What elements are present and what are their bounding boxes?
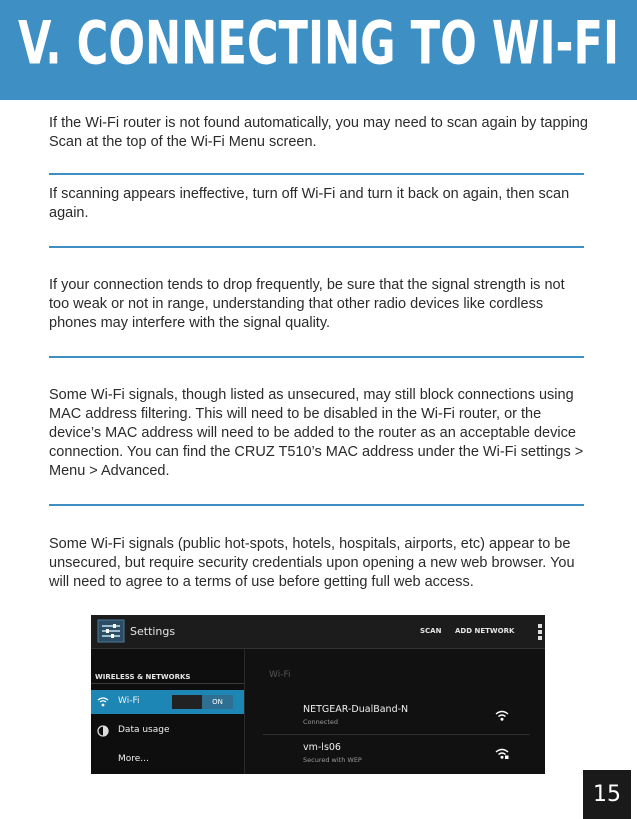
- settings-title: Settings: [130, 625, 176, 638]
- network-name[interactable]: vm-ls06: [303, 742, 341, 753]
- wifi-toggle-on[interactable]: ON: [202, 695, 233, 709]
- page-title: V. CONNECTING TO WI-FI: [17, 8, 620, 79]
- paragraph-hotspot-credentials: Some Wi-Fi signals (public hot-spots, hotels, hospitals, airports, etc) appear to be unsecured, but require security credentials upon opening a new web browser. You will need to agree to a terms of use before getting full web access.: [49, 536, 575, 590]
- wifi-icon: [97, 696, 109, 708]
- action-bar: [91, 615, 545, 649]
- network-status: Connected: [303, 718, 339, 726]
- paragraph-mac-filtering: Some Wi-Fi signals, though listed as unsecured, may still block connections using MAC address filtering. This will need to be disabled in the Wi-Fi router, or the device’s MAC address will need to be added to the router as an acceptable device connection. You can find the CRUZ T510’s MAC address under the Wi-Fi settings > Menu > Advanced.: [49, 387, 584, 479]
- wifi-settings-screenshot: [91, 615, 545, 774]
- page-header: [0, 0, 637, 100]
- wifi-signal-icon: [495, 710, 509, 721]
- paragraph-toggle-wifi: If scanning appears ineffective, turn off Wi-Fi and turn it back on again, then scan again.: [49, 186, 570, 221]
- divider: [49, 246, 584, 248]
- data-usage-icon: [97, 725, 109, 737]
- network-divider: [263, 734, 530, 735]
- sidebar-item-wifi[interactable]: [91, 690, 244, 714]
- settings-icon: [97, 618, 125, 644]
- paragraph-scan-again: If the Wi-Fi router is not found automatically, you may need to scan again by tapping Scan at the top of the Wi-Fi Menu screen.: [49, 115, 588, 150]
- wifi-pane-title: Wi-Fi: [269, 670, 291, 680]
- sidebar-item-more[interactable]: More...: [118, 754, 149, 764]
- divider: [49, 356, 584, 358]
- sidebar-item-data-usage[interactable]: Data usage: [118, 725, 170, 735]
- divider: [49, 173, 584, 175]
- sidebar-item-label: Wi-Fi: [118, 696, 140, 706]
- paragraph-connection-drops: If your connection tends to drop frequently, be sure that the signal strength is not too weak or not in range, understanding that other radio devices like cordless phones may interfere with the signal quality.: [49, 277, 565, 331]
- section-header: WIRELESS & NETWORKS: [95, 673, 191, 681]
- network-status: Secured with WEP: [303, 756, 362, 764]
- scan-button[interactable]: SCAN: [420, 627, 442, 635]
- pane-divider: [244, 649, 245, 774]
- divider: [49, 504, 584, 506]
- wifi-secured-signal-icon: [495, 748, 509, 759]
- network-name[interactable]: NETGEAR-DualBand-N: [303, 704, 409, 715]
- add-network-button[interactable]: ADD NETWORK: [455, 627, 515, 635]
- overflow-menu-icon[interactable]: [538, 623, 542, 641]
- section-divider: [91, 683, 244, 684]
- page-number: 15: [583, 770, 631, 819]
